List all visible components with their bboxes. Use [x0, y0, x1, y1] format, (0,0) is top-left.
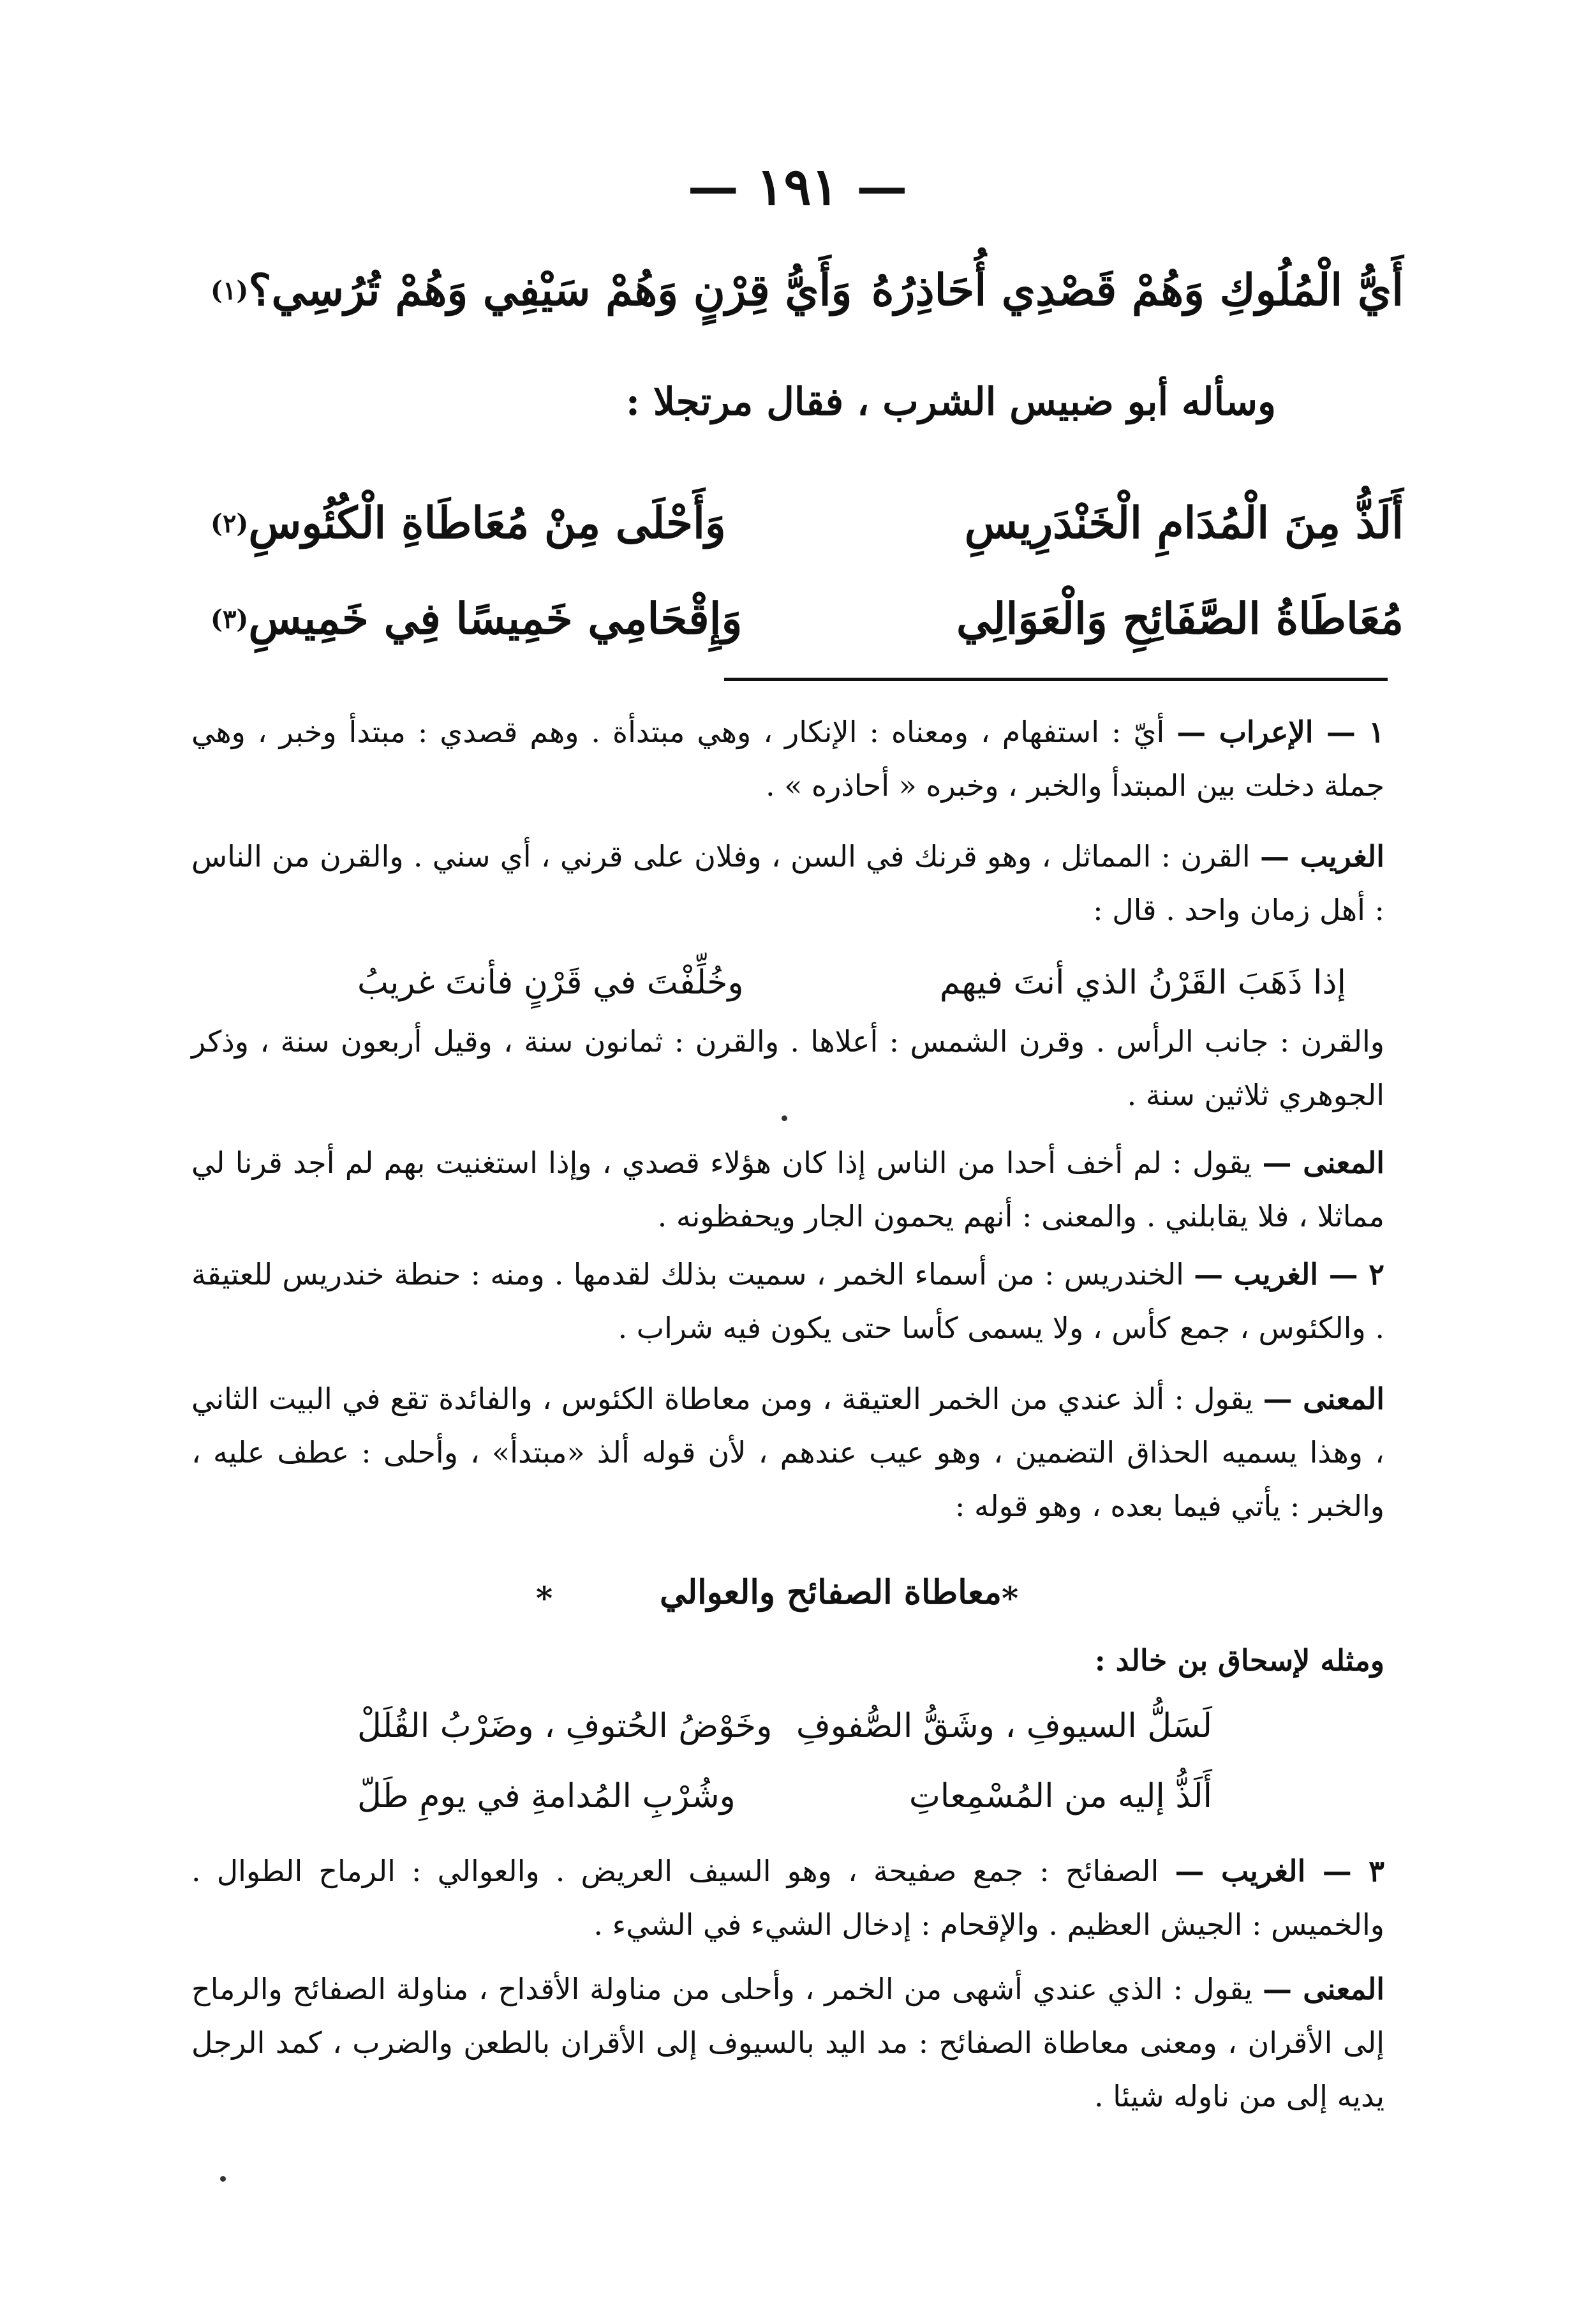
- footnote-text: القرن : المماثل ، وهو قرنك في السن ، وفلان على قرني ، أي سني . والقرن من الناس : أهل زمان واحد . قال :: [191, 839, 1384, 927]
- verse-line: [211, 482, 1404, 565]
- verse-text: مُعَاطَاةُ الصَّفَائِحِ وَالْعَوَالِي: [956, 593, 1404, 644]
- cited-verse-left: وشُرْبِ المُدامةِ في يومِ طَلّ: [357, 1777, 736, 1815]
- footnote-text: أيّ : استفهام ، ومعناه : الإنكار ، وهي مبتدأة . وهم قصدي : مبتدأ وخبر ، وهي جملة دخلت بين المبتدأ والخبر ، وخبره « أحاذره » .: [191, 715, 1384, 803]
- verse-text: وَأَيُّ قِرْنٍ وَهُمْ سَيْفِي وَهُمْ تُرُسِي؟: [248, 265, 852, 316]
- cited-verse-right: لَسَلُّ السيوفِ ، وشَقُّ الصُّفوفِ: [796, 1707, 1212, 1745]
- cited-verse-left: وخَوْضُ الحُتوفِ ، وضَرْبُ القُلَلْ: [357, 1707, 773, 1745]
- cited-verse-right: إذا ذَهَبَ القَرْنُ الذي أنتَ فيهم: [939, 964, 1346, 1002]
- intro-line: وسأله أبو ضبيس الشرب ، فقال مرتجلا :: [625, 380, 1276, 424]
- footnote-marker: (١): [211, 275, 249, 306]
- ink-speck: [782, 1115, 787, 1121]
- footnote-label: المعنى —: [1263, 1382, 1384, 1416]
- footnote-text: الخندريس : من أسماء الخمر ، سميت بذلك لقدمها . ومنه : حنطة خندريس للعتيقة . والكئوس ، جمع كأس ، ولا يسمى كأسا حتى يكون فيه شراب .: [191, 1257, 1384, 1345]
- footnote-marker: (٣): [211, 604, 249, 634]
- ink-speck: [220, 2176, 226, 2182]
- star-ornament: *: [536, 1579, 553, 1617]
- footnote-text: الصفائح : جمع صفيحة ، وهو السيف العريض . والعوالي : الرماح الطوال . والخميس : الجيش العظيم . والإقحام : إدخال الشيء في الشيء .: [191, 1854, 1384, 1942]
- cited-verse-left: وخُلِّفْتَ في قَرْنٍ فأنتَ غريبُ: [357, 964, 744, 1002]
- footnote-text: والقرن : جانب الرأس . وقرن الشمس : أعلاها . والقرن : ثمانون سنة ، وقيل أربعون سنة ، وذكر الجوهري ثلاثين سنة .: [191, 1024, 1384, 1112]
- footnote-2-mithl: [191, 1634, 1384, 1687]
- footnote-label: المعنى —: [1263, 1972, 1384, 2006]
- footnote-2-mana: [191, 1372, 1384, 1533]
- footnote-3-mana: [191, 1962, 1384, 2123]
- cited-verse-right: أَلَذُّ إليه من المُسْمِعاتِ: [909, 1777, 1212, 1815]
- footnote-label: ٣ — الغريب —: [1175, 1854, 1385, 1888]
- footnote-1-irab: [191, 705, 1384, 812]
- footnote-1-gharib-cont: [191, 1015, 1384, 1122]
- footnote-1-gharib: [191, 830, 1384, 937]
- verse-text: أَيُّ الْمُلُوكِ وَهُمْ قَصْدِي أُحَاذِرُهُ: [871, 265, 1404, 316]
- footnote-text: يقول : ألذ عندي من الخمر العتيقة ، ومن معاطاة الكئوس ، والفائدة تقع في البيت الثاني ، وهذا يسميه الحذاق التضمين ، وهو عيب عندهم ، لأن قوله ألذ «مبتدأ» ، وأحلى : عطف عليه ، والخبر : يأتي فيما بعده ، وهو قوله :: [191, 1382, 1384, 1523]
- verse-hemistich-right: [965, 482, 1404, 565]
- star-line-text: معاطاة الصفائح والعوالي: [659, 1572, 1002, 1612]
- verse-hemistich-left: [211, 577, 742, 660]
- verse-text: وَأَحْلَى مِنْ مُعَاطَاةِ الْكُئُوسِ: [248, 498, 726, 549]
- footnote-label: ٢ — الغريب —: [1194, 1257, 1385, 1292]
- footnote-separator: [724, 678, 1388, 681]
- verse-hemistich-left: [211, 482, 726, 565]
- verse-text: أَلَذُّ مِنَ الْمُدَامِ الْخَنْدَرِيسِ: [964, 498, 1404, 549]
- verse-text: وَإِقْحَامِي خَمِيسًا فِي خَمِيسِ: [248, 593, 743, 644]
- verse-hemistich-right: [872, 249, 1404, 332]
- footnote-text: ومثله لإسحاق بن خالد :: [1094, 1643, 1384, 1678]
- footnote-label: المعنى —: [1262, 1145, 1384, 1180]
- footnote-text: يقول : لم أخف أحدا من الناس إذا كان هؤلاء قصدي ، وإذا استغنيت بهم لم أجد قرنا لي مماثلا ، فلا يقابلني . والمعنى : أنهم يحمون الجار ويحفظونه .: [191, 1145, 1384, 1233]
- footnote-3-gharib: [191, 1844, 1384, 1951]
- footnote-text: يقول : الذي عندي أشهى من الخمر ، وأحلى من مناولة الأقداح ، مناولة الصفائح والرماح إلى الأقران ، ومعنى معاطاة الصفائح : مد اليد بالسيوف إلى الأقران بالطعن والضرب ، كمد الرجل يديه إلى من ناوله شيئا .: [191, 1972, 1384, 2113]
- verse-line: [211, 577, 1404, 660]
- page-number: — ١٩١ —: [687, 156, 908, 216]
- star-ornament: *: [1002, 1579, 1019, 1617]
- footnote-1-mana: [191, 1136, 1384, 1243]
- verse-line: [211, 249, 1404, 332]
- footnote-label: الغريب —: [1259, 839, 1384, 874]
- footnote-label: ١ — الإعراب —: [1176, 715, 1384, 749]
- footnote-2-gharib: [191, 1248, 1384, 1355]
- verse-hemistich-left: [211, 249, 852, 332]
- verse-hemistich-right: [956, 577, 1404, 660]
- footnote-marker: (٢): [211, 508, 249, 539]
